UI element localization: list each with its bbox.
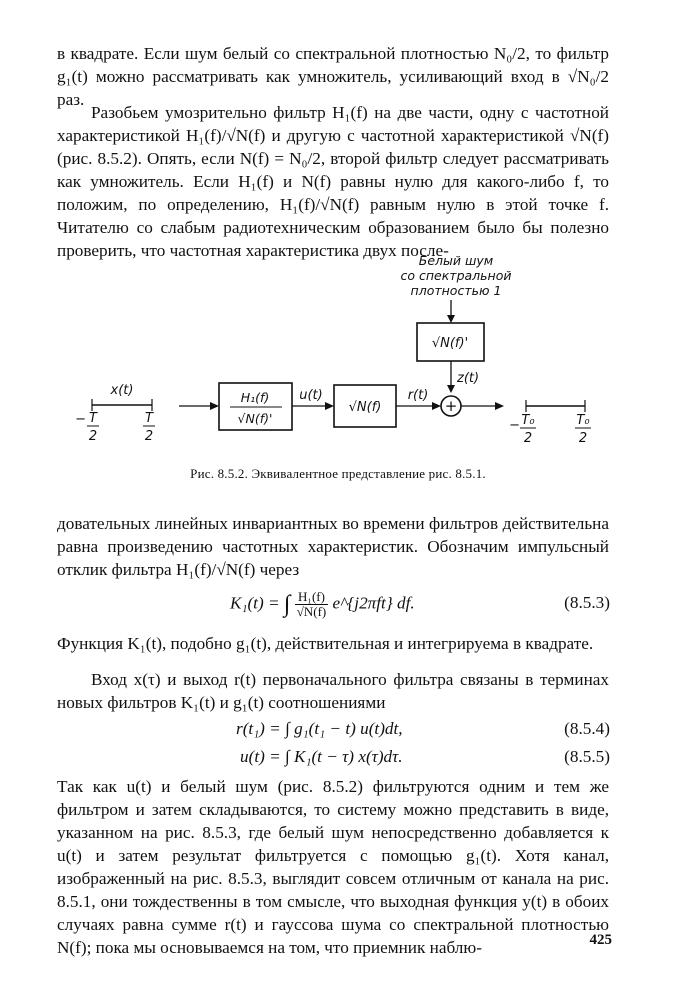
equation-8-5-3-denominator: √N(f) [296, 604, 327, 619]
filter-box-1-numerator: H₁(f) [240, 390, 270, 405]
equation-8-5-4 [0, 716, 676, 742]
right-interval-left-den: 2 [523, 431, 533, 446]
equation-8-5-4-number: (8.5.4) [564, 719, 610, 738]
right-minus: − [509, 418, 520, 433]
equation-8-5-3-lhs: K₁(t) = [230, 593, 280, 613]
noise-arrow-head [447, 315, 455, 323]
paragraph-4: Функция K₁(t), подобно g₁(t), действительная и интегрируема в квадрате. [57, 634, 594, 653]
right-interval-right-num: T₀ [576, 413, 590, 428]
output-arrow-head [495, 402, 504, 410]
paragraph-6: Так как u(t) и белый шум (рис. 8.5.2) фильтруются одним и тем же фильтром и затем складываются, то систему можно представить в виде, указанном на рис. 8.5.3, где белый шум непосредственно добавляется к u(t) и затем результат фильтруется с помощью g₁(t). Хотя канал, изображенный на рис. 8.5.3, выглядит совсем отличным от канала на рис. 8.5.1, они тождественны в том смысле, что выходная функция y(t) в обоих случаях равна сумме r(t) и гауссова шума со спектральной плотностью N(f); пока мы основываемся на том, что приемник наблю- [57, 777, 609, 957]
paragraph-5: Вход x(τ) и выход r(t) первоначального фильтра связаны в терминах новых фильтров K₁(t) и g₁(t) соотношениями [57, 670, 609, 712]
paragraph-2: Разобьем умозрительно фильтр H₁(f) на две части, одну с частотной характеристикой H₁(f)/√N(f) и другую с частотной характеристикой √N(f) (рис. 8.5.2). Опять, если N(f) = N₀/2, второй фильтр следует рассматривать как умножитель. Если H₁(f) и N(f) равны нулю для какого-либо f, то положим, по определению, H₁(f)/√N(f) равным нулю в этой точке f. Читателю со слабым радиотехническим образованием было бы полезно проверить, что частотная характеристика двух после- [57, 103, 609, 260]
noise-label-line3: плотностью 1 [410, 283, 502, 298]
right-interval-left-num: T₀ [521, 413, 535, 428]
r-arrow-head [432, 402, 441, 410]
figure-caption: Рис. 8.5.2. Эквивалентное представление рис. 8.5.1. [190, 466, 486, 481]
equation-8-5-3-numerator: H₁(f) [295, 590, 329, 605]
equation-8-5-4-body: r(t₁) = ∫ g₁(t₁ − t) u(t)dt, [236, 719, 403, 738]
left-interval-left-den: 2 [88, 429, 98, 444]
left-minus: − [75, 412, 86, 427]
filter-box-1-denominator: √N(f)' [237, 411, 273, 426]
left-interval-right-num: T [145, 411, 153, 426]
input-arrow-head [210, 402, 219, 410]
equation-8-5-3-integral: ∫ [283, 591, 291, 618]
equation-8-5-5-body: u(t) = ∫ K₁(t − τ) x(τ)dτ. [240, 747, 403, 766]
equation-8-5-3-body [230, 590, 415, 619]
z-arrow-head [447, 385, 455, 393]
equation-8-5-3-fraction [295, 590, 329, 619]
right-interval-right-den: 2 [578, 431, 588, 446]
r-label: r(t) [407, 388, 429, 403]
paragraph-1: в квадрате. Если шум белый со спектральной плотностью N₀/2, то фильтр g₁(t) можно рассматривать как умножитель, усиливающий вход в √N₀/2 раз. [57, 44, 609, 109]
x-label: x(t) [110, 383, 134, 398]
left-interval-left-num: T [89, 411, 97, 426]
equation-8-5-5-number: (8.5.5) [564, 747, 610, 766]
block-diagram-figure [0, 245, 676, 460]
u-label: u(t) [299, 388, 323, 403]
equation-8-5-3 [0, 586, 676, 620]
filter-box-2-label: √N(f) [348, 400, 382, 415]
equation-8-5-3-rest: e^{j2πft} df. [332, 593, 415, 613]
paragraph-3: довательных линейных инвариантных во времени фильтров действительна равна произведению частотных характеристик. Обозначим импульсный отклик фильтра H₁(f)/√N(f) через [57, 514, 609, 579]
page-number: 425 [589, 932, 612, 948]
top-filter-label: √N(f)' [431, 336, 469, 351]
adder-symbol: + [444, 397, 458, 415]
noise-label-line2: со спектральной [400, 268, 512, 283]
noise-label-line1: Белый шум [418, 253, 494, 268]
equation-8-5-5 [0, 744, 676, 770]
u-arrow-head [325, 402, 334, 410]
equation-8-5-3-number: (8.5.3) [564, 593, 610, 612]
left-interval-right-den: 2 [144, 429, 154, 444]
z-label: z(t) [457, 371, 480, 386]
